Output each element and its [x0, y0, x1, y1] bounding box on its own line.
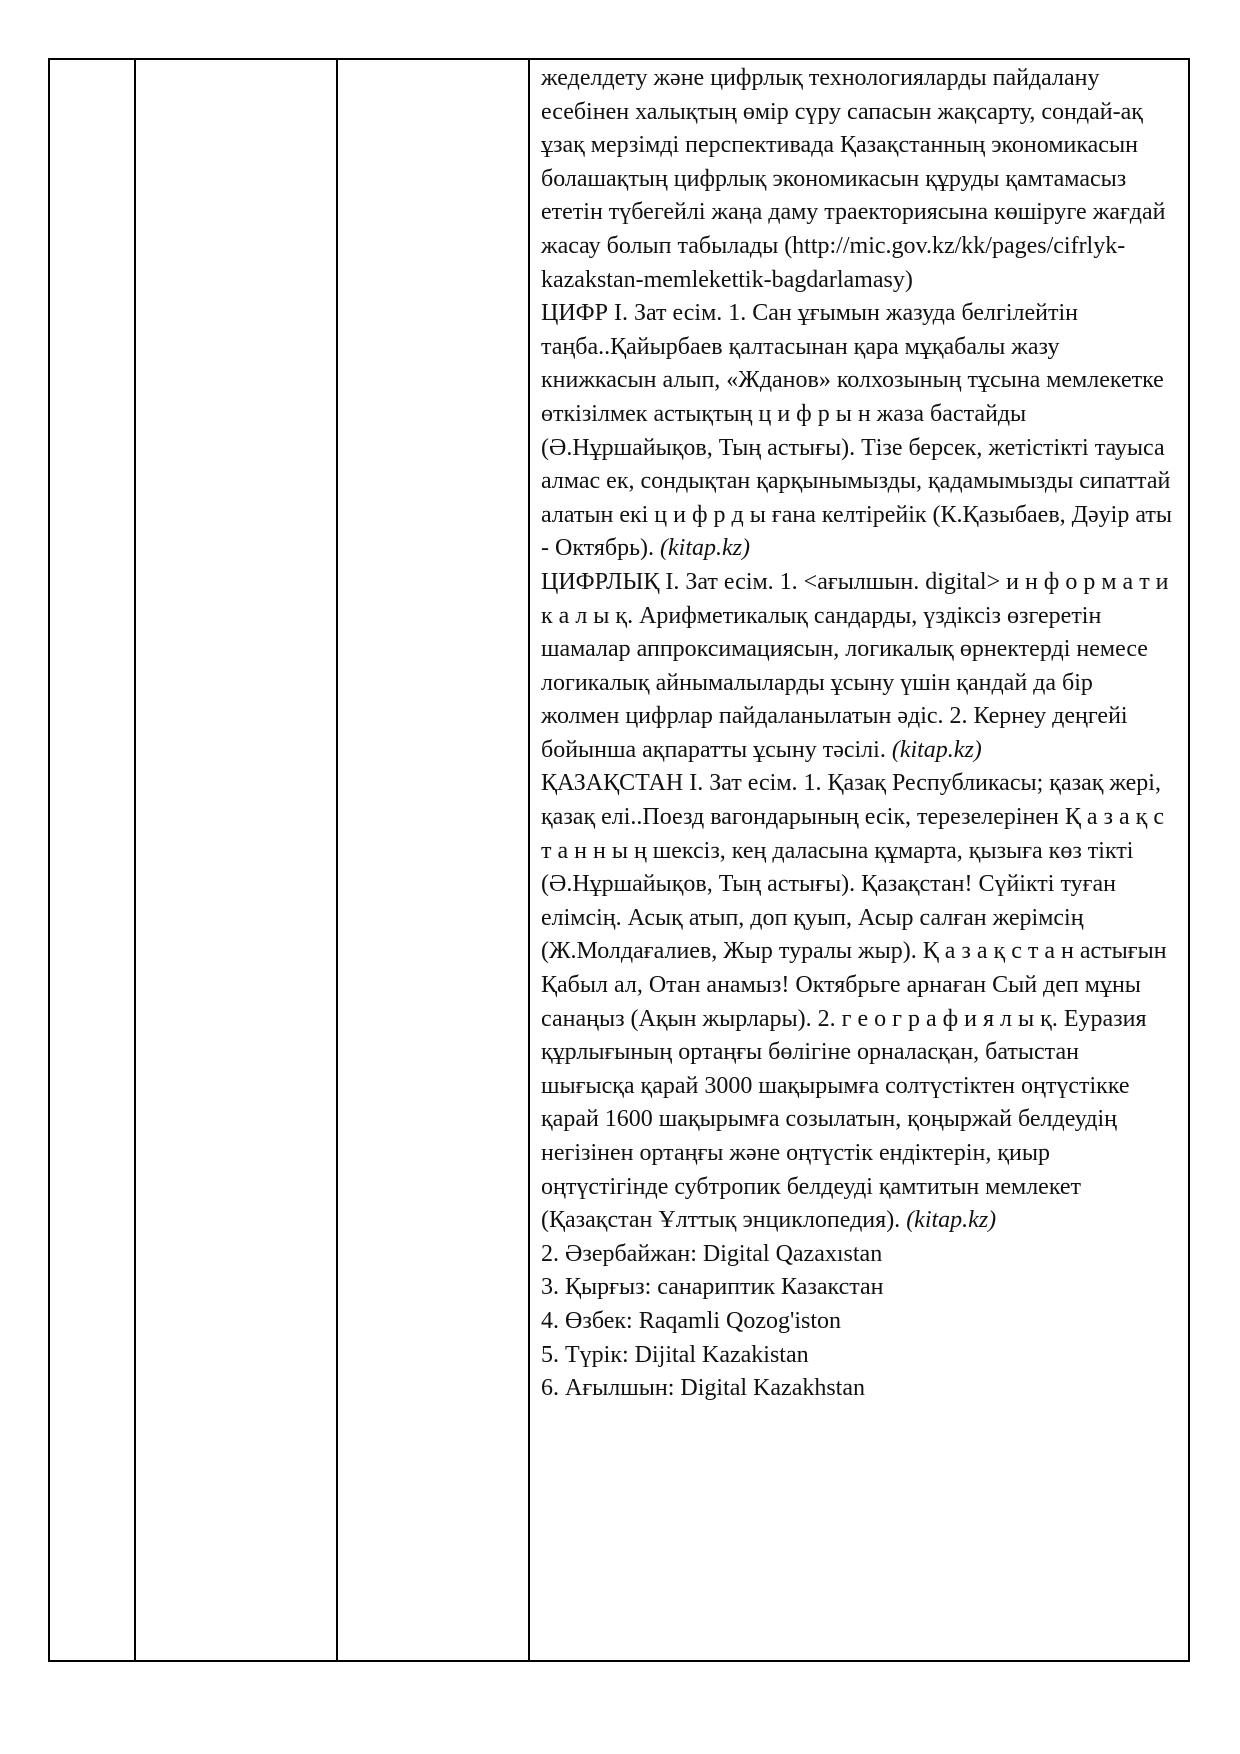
- table-cell-3: [337, 59, 529, 1661]
- table-cell-2: [135, 59, 337, 1661]
- intro-paragraph: жеделдету және цифрлық технологияларды пайдалану есебінен халықтың өмір сүру сапасын жақсарту, сондай-ақ ұзақ мерзімді перспективада Қазақстанның экономикасын болашақтың цифрлық экономикасын құруды қамтамасыз ететін түбегейлі жаңа даму траекториясына көшіруге жағдай жасау болып табылады (http://mic.gov.kz/kk/pages/cifrlyk-kazakstan-memlekettik-bagdarlamasy): [541, 65, 1166, 293]
- table-cell-1: [49, 59, 135, 1661]
- entry-kazakstan-text: ҚАЗАҚСТАН I. Зат есім. 1. Қазақ Республикасы; қазақ жері, қазақ елі..Поезд вагондарының есік, терезелерінен Қ а з а қ с т а н н ы ң шексіз, кең даласына құмарта, қызыға көз тікті (Ә.Нұршайықов, Тың астығы). Қазақстан! Сүйікті туған елімсің. Асық атып, доп қуып, Асыр салған жерімсің (Ж.Молдағалиев, Жыр туралы жыр). Қ а з а қ с т а н астығын Қабыл ал, Отан анамыз! Октябрьге арнаған Сый деп мұны санаңыз (Ақын жырлары). 2. г е о г р а ф и я л ы қ. Еуразия құрлығының ортаңғы бөлігіне орналасқан, батыстан шығысқа қарай 3000 шақырымға солтүстіктен оңтүстікке қарай 1600 шақырымға созылатын, қоңыржай белдеудің негізінен ортаңғы және оңтүстік ендіктерін, қиыр оңтүстігінде субтропик белдеуді қамтитын мемлекет (Қазақстан Ұлттық энциклопедия).: [541, 770, 1167, 1234]
- entry-cifrlyk-text: ЦИФРЛЫҚ I. Зат есім. 1. <ағылшын. digital> и н ф о р м а т и к а л ы қ. Арифметикалық сандарды, үздіксіз өзгеретін шамалар аппроксимациясын, логикалық өрнектерді немесе логикалық айнымалыларды ұсыну үшін қандай да бір жолмен цифрлар пайдаланылатын әдіс. 2. Кернеу деңгейі бойынша ақпаратты ұсыну тәсілі.: [541, 568, 1169, 763]
- cell-text-block: [530, 60, 1188, 1406]
- table-row: [49, 59, 1189, 1661]
- translation-english: 6. Ағылшын: Digital Kazakhstan: [541, 1375, 865, 1402]
- entry-kazakstan: [541, 767, 1174, 1237]
- translation-uzbek: 4. Өзбек: Raqamli Qozog'iston: [541, 1307, 841, 1334]
- entry-cifr: [541, 297, 1174, 566]
- translation-azerbaijani: 2. Әзербайжан: Digital Qazaxıstan: [541, 1240, 883, 1267]
- entry-cifrlyk: [541, 566, 1174, 768]
- table-cell-content: [529, 59, 1189, 1661]
- entry-kazakstan-source: (kitap.kz): [906, 1207, 997, 1234]
- entry-cifrlyk-source: (kitap.kz): [891, 736, 982, 763]
- translation-kyrgyz: 3. Қырғыз: санариптик Казакстан: [541, 1274, 884, 1301]
- entry-cifr-source: (kitap.kz): [660, 535, 750, 562]
- translation-turkish: 5. Түрік: Dijital Kazakistan: [541, 1341, 809, 1368]
- document-table: [48, 58, 1190, 1662]
- entry-cifr-text: ЦИФР I. Зат есім. 1. Сан ұғымын жазуда белгілейтін таңба..Қайырбаев қалтасынан қара мұқабалы жазу книжкасын алып, «Жданов» колхозының тұсына мемлекетке өткізілмек астықтың ц и ф р ы н жаза бастайды (Ә.Нұршайықов, Тың астығы). Тізе берсек, жетістікті тауыса алмас ек, сондықтан қарқынымызды, қадамымызды сипаттай алатын екі ц и ф р д ы ғана келтірейік (К.Қазыбаев, Дәуір аты - Октябрь).: [541, 300, 1172, 562]
